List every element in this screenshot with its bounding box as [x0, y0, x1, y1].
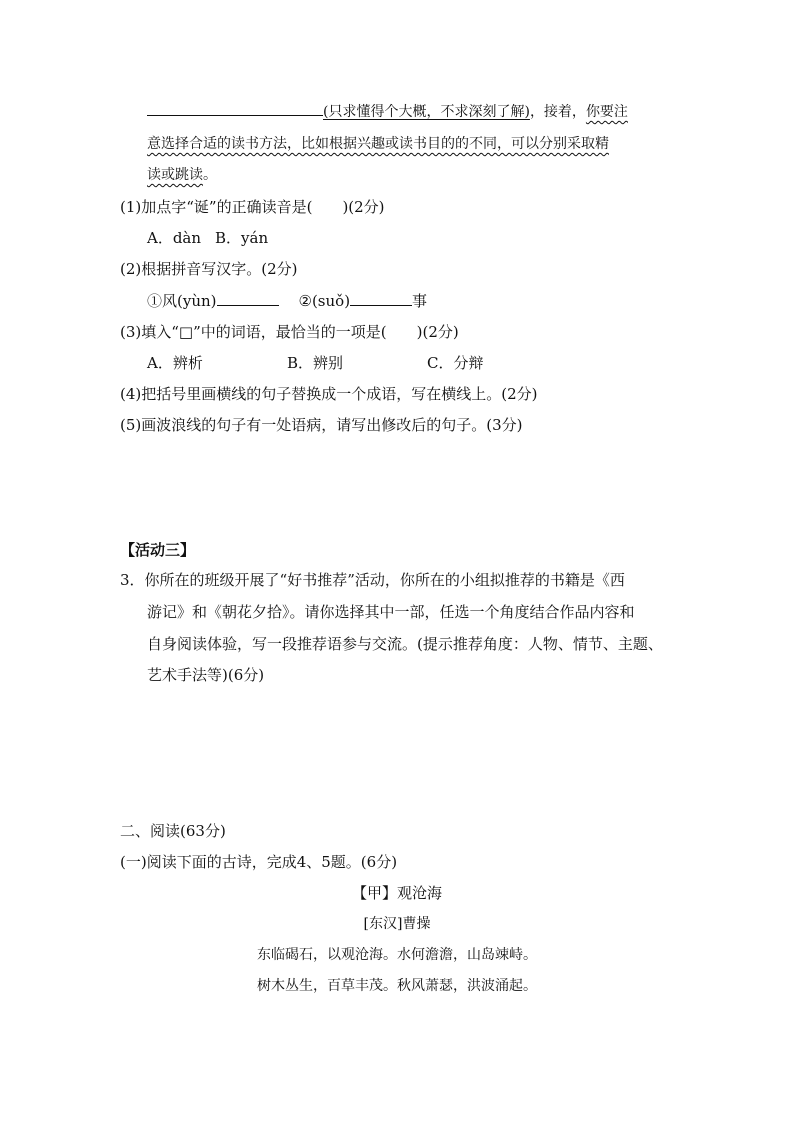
q2-item-1-blank[interactable]: [217, 291, 279, 306]
question-3-line-3: 自身阅读体验，写一段推荐语参与交流。(提示推荐角度：人物、情节、主题、: [147, 635, 663, 653]
question-3: (3)填入“□”中的词语，最恰当的一项是( )(2分): [120, 323, 459, 341]
poem-line-2: 树木丛生，百草丰茂。秋风萧瑟，洪波涌起。: [257, 978, 537, 994]
section-2-heading: 二、阅读(63分): [120, 822, 226, 840]
question-3-line-1: 3．你所在的班级开展了“好书推荐”活动，你所在的小组拟推荐的书籍是《西: [120, 571, 625, 589]
q2-item-1-label: ①风(yùn): [147, 292, 217, 310]
section-2-subheading: (一)阅读下面的古诗，完成4、5题。(6分): [120, 853, 398, 871]
passage-line-1: [147, 101, 628, 122]
question-5: (5)画波浪线的句子有一处语病，请写出修改后的句子。(3分): [120, 416, 523, 434]
question-4: (4)把括号里画横线的句子替换成一个成语，写在横线上。(2分): [120, 385, 538, 403]
q2-item-2-blank[interactable]: [350, 291, 412, 306]
question-3-line-2: 游记》和《朝花夕拾》。请你选择其中一部，任选一个角度结合作品内容和: [147, 603, 635, 621]
passage-text: ，接着，: [529, 104, 586, 120]
question-1: (1)加点字“诞”的正确读音是( )(2分): [120, 198, 385, 216]
question-3-options: [147, 353, 483, 373]
wavy-sentence-part-2: 意选择合适的读书方法，比如根据兴趣或读书目的的不同，可以分别采取精: [147, 136, 609, 152]
answer-blank-idiom[interactable]: [147, 101, 323, 116]
question-3-line-4: 艺术手法等)(6分): [147, 666, 265, 684]
passage-line-2: [147, 134, 609, 154]
passage-end: 。: [203, 167, 217, 183]
poem-author: [东汉]曹操: [363, 916, 431, 932]
q2-item-2-suffix: 事: [412, 292, 428, 310]
q3-option-a[interactable]: A．辨析: [147, 354, 203, 372]
wavy-sentence-part-3: 读或跳读: [147, 167, 203, 183]
q3-option-b[interactable]: B．辨别: [287, 354, 344, 372]
passage-line-3: [147, 165, 217, 185]
poem-line-1: 东临碣石，以观沧海。水何澹澹，山岛竦峙。: [257, 947, 537, 963]
q2-item-2-label: ②(suǒ): [298, 292, 351, 310]
q1-option-b[interactable]: B．yán: [215, 229, 269, 247]
question-2-items: [147, 291, 427, 311]
question-2: (2)根据拼音写汉字。(2分): [120, 260, 298, 278]
poem-title: 【甲】观沧海: [351, 884, 442, 902]
question-1-options: [147, 228, 268, 248]
activity-3-heading: 【活动三】: [120, 541, 196, 559]
underlined-sentence: (只求懂得个大概，不求深刻了解): [323, 104, 530, 120]
q1-option-a[interactable]: A．dàn: [147, 229, 202, 247]
wavy-sentence-part-1: 你要注: [585, 104, 628, 120]
q3-option-c[interactable]: C．分辩: [427, 354, 484, 372]
